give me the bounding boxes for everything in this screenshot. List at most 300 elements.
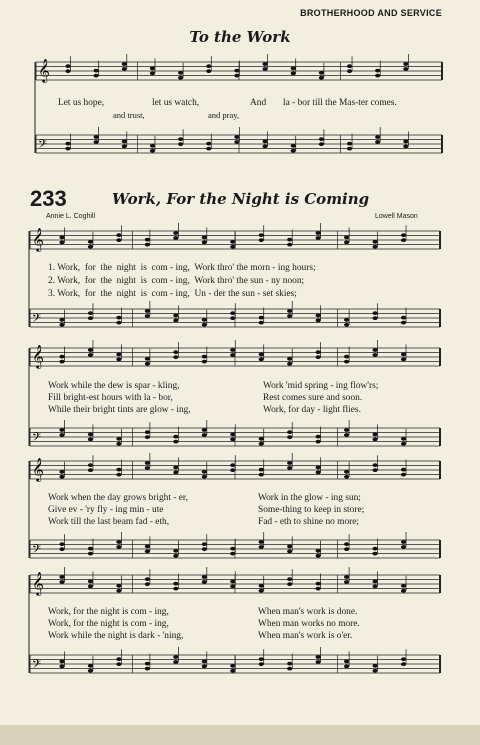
- note-head: [116, 589, 121, 593]
- note-head: [316, 319, 321, 323]
- note-head: [316, 471, 321, 475]
- verse-1-line-1: 1. Work, for the night is com - ing, Work thro' the morn - ing hours;: [48, 263, 316, 273]
- note-head: [230, 664, 235, 668]
- note-head: [344, 323, 349, 327]
- note-head: [88, 547, 93, 551]
- note-head: [230, 245, 235, 249]
- note-head: [116, 662, 121, 666]
- verse-2-line-4a: Work, for the night is com - ing,: [48, 619, 169, 629]
- bass-clef: 𝄢: [32, 312, 42, 328]
- treble-clef: 𝄞: [38, 58, 50, 82]
- verse-2-line-2a: Fill bright-est hours with la - bor,: [48, 393, 173, 403]
- note-head: [173, 471, 178, 475]
- note-head: [116, 353, 121, 357]
- note-head: [88, 463, 93, 467]
- prev-lyric-line-2b: and pray,: [208, 110, 240, 120]
- note-head: [401, 437, 406, 441]
- note-head: [287, 667, 292, 671]
- note-head: [344, 428, 349, 432]
- note-head: [401, 662, 406, 666]
- note-head: [116, 584, 121, 588]
- note-head: [287, 362, 292, 366]
- note-head: [259, 238, 264, 242]
- note-head: [145, 582, 150, 586]
- note-head: [230, 433, 235, 437]
- note-head: [230, 311, 235, 315]
- note-head: [116, 233, 121, 237]
- prev-lyric-line-1c: And: [250, 98, 267, 108]
- note-head: [173, 319, 178, 323]
- note-head: [287, 430, 292, 434]
- note-head: [173, 549, 178, 553]
- note-head: [202, 665, 207, 669]
- verse-1-line-2a: Work while the dew is spar - kling,: [48, 381, 180, 391]
- treble-clef: 𝄞: [32, 227, 44, 251]
- note-head: [372, 463, 377, 467]
- note-head: [401, 584, 406, 588]
- note-head: [116, 657, 121, 661]
- note-head: [319, 76, 324, 80]
- note-head: [145, 435, 150, 439]
- note-head: [88, 664, 93, 668]
- note-head: [94, 74, 99, 78]
- bass-clef: 𝄢: [32, 658, 42, 674]
- note-head: [202, 318, 207, 322]
- note-head: [59, 360, 64, 364]
- note-head: [259, 358, 264, 362]
- note-head: [259, 233, 264, 237]
- note-head: [173, 660, 178, 664]
- note-head: [372, 348, 377, 352]
- verse-2-line-2b: Rest comes sure and soon.: [263, 393, 363, 403]
- note-head: [173, 350, 178, 354]
- verse-3-line-1: 3. Work, for the night is com - ing, Un - der the sun - set skies;: [48, 289, 297, 299]
- note-head: [145, 238, 150, 242]
- note-head: [287, 545, 292, 549]
- note-head: [59, 575, 64, 579]
- note-head: [145, 314, 150, 318]
- note-head: [59, 470, 64, 474]
- note-head: [372, 669, 377, 673]
- note-head: [347, 69, 352, 73]
- note-head: [173, 236, 178, 240]
- note-head: [287, 435, 292, 439]
- note-head: [59, 542, 64, 546]
- note-head: [316, 350, 321, 354]
- note-head: [59, 433, 64, 437]
- note-head: [59, 475, 64, 479]
- note-head: [372, 240, 377, 244]
- note-head: [401, 238, 406, 242]
- note-head: [401, 589, 406, 593]
- verse-1-line-4a: Work, for the night is com - ing,: [48, 607, 169, 617]
- note-head: [145, 243, 150, 247]
- note-head: [344, 580, 349, 584]
- verse-3-line-4b: When man's work is o'er.: [258, 631, 353, 641]
- note-head: [230, 585, 235, 589]
- note-head: [116, 442, 121, 446]
- note-head: [344, 575, 349, 579]
- note-head: [344, 475, 349, 479]
- verse-1-line-3b: Work in the glow - ing sun;: [258, 493, 361, 503]
- note-head: [88, 468, 93, 472]
- note-head: [230, 240, 235, 244]
- note-head: [401, 657, 406, 661]
- note-head: [206, 147, 211, 151]
- note-head: [287, 243, 292, 247]
- note-head: [65, 147, 70, 151]
- note-head: [375, 74, 380, 78]
- note-head: [372, 664, 377, 668]
- verse-2-line-4b: When man works no more.: [258, 619, 360, 629]
- note-head: [145, 550, 150, 554]
- note-head: [173, 554, 178, 558]
- note-head: [59, 580, 64, 584]
- hymn-number: 233: [30, 186, 67, 211]
- note-head: [116, 321, 121, 325]
- note-head: [344, 360, 349, 364]
- note-head: [59, 428, 64, 432]
- note-head: [344, 355, 349, 359]
- prev-lyric-line-1a: Let us hope,: [58, 98, 105, 108]
- note-head: [372, 433, 377, 437]
- verse-1-line-2b: Work 'mid spring - ing flow'rs;: [263, 381, 379, 391]
- note-head: [401, 473, 406, 477]
- note-head: [145, 577, 150, 581]
- page-bottom-edge: [0, 725, 480, 745]
- note-head: [344, 236, 349, 240]
- note-head: [259, 657, 264, 661]
- note-head: [202, 575, 207, 579]
- note-head: [375, 69, 380, 73]
- note-head: [401, 358, 406, 362]
- note-head: [65, 69, 70, 73]
- note-head: [122, 145, 127, 149]
- note-head: [259, 589, 264, 593]
- note-head: [145, 362, 150, 366]
- note-head: [344, 547, 349, 551]
- treble-clef: 𝄞: [32, 571, 44, 595]
- verse-1-line-4b: When man's work is done.: [258, 607, 358, 617]
- note-head: [230, 438, 235, 442]
- note-head: [344, 241, 349, 245]
- note-head: [344, 433, 349, 437]
- note-head: [230, 580, 235, 584]
- note-head: [287, 577, 292, 581]
- note-head: [59, 547, 64, 551]
- note-head: [178, 76, 183, 80]
- note-head: [88, 585, 93, 589]
- note-head: [145, 545, 150, 549]
- note-head: [291, 72, 296, 76]
- note-head: [401, 233, 406, 237]
- note-head: [88, 433, 93, 437]
- note-head: [316, 231, 321, 235]
- note-head: [259, 442, 264, 446]
- note-head: [145, 667, 150, 671]
- note-head: [173, 466, 178, 470]
- note-head: [145, 662, 150, 666]
- note-head: [150, 72, 155, 76]
- note-head: [94, 135, 99, 139]
- previous-hymn-title: To the Work: [189, 28, 291, 46]
- note-head: [59, 318, 64, 322]
- note-head: [319, 71, 324, 75]
- note-head: [316, 554, 321, 558]
- note-head: [316, 440, 321, 444]
- note-head: [116, 473, 121, 477]
- note-head: [403, 140, 408, 144]
- note-head: [319, 142, 324, 146]
- note-head: [88, 669, 93, 673]
- note-head: [401, 540, 406, 544]
- note-head: [150, 144, 155, 148]
- bass-clef: 𝄢: [38, 138, 48, 154]
- note-head: [173, 587, 178, 591]
- note-head: [88, 311, 93, 315]
- note-head: [202, 236, 207, 240]
- note-head: [259, 473, 264, 477]
- note-head: [316, 355, 321, 359]
- note-head: [202, 241, 207, 245]
- note-head: [372, 245, 377, 249]
- section-header: BROTHERHOOD AND SERVICE: [300, 8, 442, 18]
- note-head: [116, 358, 121, 362]
- note-head: [202, 323, 207, 327]
- note-head: [372, 353, 377, 357]
- note-head: [178, 142, 183, 146]
- note-head: [230, 547, 235, 551]
- note-head: [344, 665, 349, 669]
- note-head: [88, 245, 93, 249]
- bass-clef: 𝄢: [32, 431, 42, 447]
- note-head: [316, 236, 321, 240]
- note-head: [401, 353, 406, 357]
- note-head: [344, 470, 349, 474]
- note-head: [372, 580, 377, 584]
- note-head: [59, 660, 64, 664]
- note-head: [116, 316, 121, 320]
- note-head: [178, 71, 183, 75]
- note-head: [403, 145, 408, 149]
- note-head: [88, 438, 93, 442]
- note-head: [94, 140, 99, 144]
- note-head: [316, 587, 321, 591]
- note-head: [202, 360, 207, 364]
- note-head: [287, 461, 292, 465]
- note-head: [319, 137, 324, 141]
- note-head: [347, 142, 352, 146]
- note-head: [202, 580, 207, 584]
- note-head: [65, 142, 70, 146]
- note-head: [291, 67, 296, 71]
- note-head: [116, 545, 121, 549]
- note-head: [262, 67, 267, 71]
- note-head: [262, 145, 267, 149]
- note-head: [259, 437, 264, 441]
- note-head: [372, 438, 377, 442]
- verse-3-line-3a: Work till the last beam fad - eth,: [48, 517, 170, 527]
- note-head: [287, 550, 292, 554]
- note-head: [259, 321, 264, 325]
- note-head: [372, 316, 377, 320]
- note-head: [59, 236, 64, 240]
- verse-1-line-3a: Work when the day grows bright - er,: [48, 493, 188, 503]
- note-head: [316, 582, 321, 586]
- note-head: [375, 140, 380, 144]
- note-head: [206, 142, 211, 146]
- note-head: [145, 461, 150, 465]
- note-head: [316, 549, 321, 553]
- note-head: [375, 135, 380, 139]
- verse-3-line-3b: Fad - eth to shine no more;: [258, 517, 360, 527]
- note-head: [259, 353, 264, 357]
- note-head: [202, 433, 207, 437]
- note-head: [173, 582, 178, 586]
- note-head: [372, 468, 377, 472]
- note-head: [206, 69, 211, 73]
- note-head: [287, 357, 292, 361]
- verse-3-line-2b: Work, for day - light flies.: [263, 405, 361, 415]
- note-head: [202, 355, 207, 359]
- note-head: [401, 321, 406, 325]
- note-head: [59, 241, 64, 245]
- note-head: [259, 468, 264, 472]
- note-head: [372, 547, 377, 551]
- note-head: [287, 314, 292, 318]
- treble-clef: 𝄞: [32, 457, 44, 481]
- verse-2-line-1: 2. Work, for the night is com - ing, Work thro' the sun - ny noon;: [48, 276, 305, 286]
- note-head: [206, 64, 211, 68]
- treble-clef: 𝄞: [32, 344, 44, 368]
- note-head: [122, 67, 127, 71]
- prev-lyric-line-1b: let us watch,: [152, 98, 200, 108]
- note-head: [316, 655, 321, 659]
- note-head: [287, 309, 292, 313]
- verse-3-line-4a: Work while the night is dark - 'ning,: [48, 631, 184, 641]
- note-head: [262, 62, 267, 66]
- verse-3-line-2a: While their bright tints are glow - ing,: [48, 405, 191, 415]
- note-head: [262, 140, 267, 144]
- note-head: [88, 348, 93, 352]
- note-head: [116, 540, 121, 544]
- note-head: [173, 355, 178, 359]
- note-head: [230, 348, 235, 352]
- note-head: [88, 552, 93, 556]
- note-head: [59, 665, 64, 669]
- note-head: [202, 475, 207, 479]
- note-head: [403, 62, 408, 66]
- note-head: [122, 62, 127, 66]
- note-head: [230, 669, 235, 673]
- author-credit: Annie L. Coghill: [46, 213, 96, 220]
- note-head: [287, 466, 292, 470]
- note-head: [259, 545, 264, 549]
- note-head: [401, 316, 406, 320]
- note-head: [88, 580, 93, 584]
- note-head: [145, 466, 150, 470]
- note-head: [173, 314, 178, 318]
- note-head: [202, 470, 207, 474]
- verse-2-line-3a: Give ev - 'ry fly - ing min - ute: [48, 505, 164, 515]
- note-head: [259, 584, 264, 588]
- note-head: [59, 355, 64, 359]
- note-head: [316, 466, 321, 470]
- note-head: [316, 435, 321, 439]
- note-head: [59, 323, 64, 327]
- note-head: [88, 353, 93, 357]
- prev-lyric-line-1d: la - bor till the Mas-ter comes.: [283, 98, 397, 108]
- note-head: [173, 231, 178, 235]
- note-head: [122, 140, 127, 144]
- note-head: [65, 64, 70, 68]
- note-head: [287, 238, 292, 242]
- composer-credit: Lowell Mason: [375, 213, 418, 220]
- note-head: [316, 314, 321, 318]
- note-head: [259, 540, 264, 544]
- note-head: [344, 318, 349, 322]
- note-head: [287, 662, 292, 666]
- note-head: [372, 552, 377, 556]
- note-head: [88, 316, 93, 320]
- hymn-title: Work, For the Night is Coming: [112, 190, 370, 208]
- note-head: [202, 542, 207, 546]
- prev-lyric-line-2a: and trust,: [113, 110, 145, 120]
- note-head: [347, 147, 352, 151]
- note-head: [401, 442, 406, 446]
- note-head: [145, 309, 150, 313]
- note-head: [88, 240, 93, 244]
- note-head: [291, 144, 296, 148]
- note-head: [230, 353, 235, 357]
- note-head: [344, 660, 349, 664]
- note-head: [372, 311, 377, 315]
- note-head: [116, 468, 121, 472]
- note-head: [202, 660, 207, 664]
- bass-clef: 𝄢: [32, 543, 42, 559]
- note-head: [230, 552, 235, 556]
- note-head: [145, 357, 150, 361]
- note-head: [401, 468, 406, 472]
- note-head: [403, 67, 408, 71]
- note-head: [291, 149, 296, 153]
- note-head: [150, 149, 155, 153]
- note-head: [116, 238, 121, 242]
- note-head: [230, 463, 235, 467]
- verse-2-line-3b: Some-thing to keep in store;: [258, 505, 365, 515]
- note-head: [178, 137, 183, 141]
- note-head: [316, 660, 321, 664]
- note-head: [347, 64, 352, 68]
- note-head: [173, 435, 178, 439]
- note-head: [173, 440, 178, 444]
- note-head: [202, 428, 207, 432]
- note-head: [230, 316, 235, 320]
- note-head: [94, 69, 99, 73]
- note-head: [401, 545, 406, 549]
- note-head: [287, 582, 292, 586]
- note-head: [259, 662, 264, 666]
- note-head: [202, 547, 207, 551]
- note-head: [230, 468, 235, 472]
- note-head: [116, 437, 121, 441]
- note-head: [173, 655, 178, 659]
- note-head: [259, 316, 264, 320]
- note-head: [344, 542, 349, 546]
- note-head: [150, 67, 155, 71]
- note-head: [372, 585, 377, 589]
- note-head: [145, 430, 150, 434]
